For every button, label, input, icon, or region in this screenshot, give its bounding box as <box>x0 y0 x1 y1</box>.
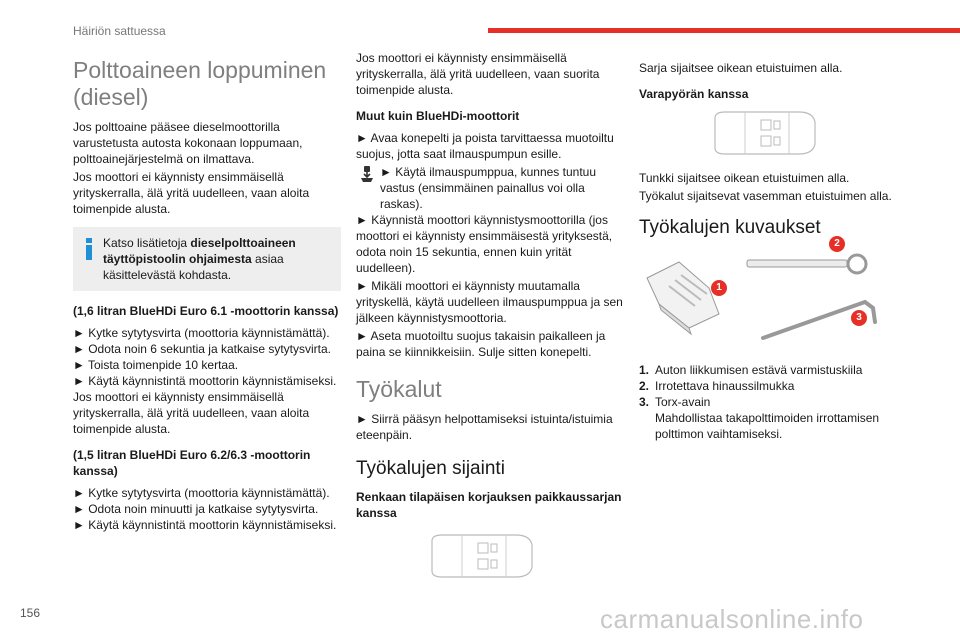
hand-pump-icon <box>358 165 376 183</box>
tools-location-text: Työkalut sijaitsevat vasemman etuistuimen alla. <box>639 189 892 203</box>
column-3 <box>639 50 909 442</box>
heading-tools: Työkalut <box>356 376 442 402</box>
list-item: 2. Irrotettava hinaussilmukka <box>639 379 795 393</box>
header-accent-bar <box>488 28 960 33</box>
step: ► Odota noin 6 sekuntia ja katkaise sytytysvirta. <box>73 342 331 356</box>
car-topview-kit <box>426 531 624 585</box>
heading-tool-descriptions: Työkalujen kuvaukset <box>639 217 821 238</box>
step-list-15 <box>73 485 341 533</box>
info-box <box>73 227 341 291</box>
list-item-note: Mahdollistaa takapolttimoiden irrottamisen polttimon vaihtamiseksi. <box>655 411 880 441</box>
car-topview-spare <box>709 108 909 162</box>
note: Jos moottori ei käynnisty ensimmäisellä yrityskerralla, älä yritä uudelleen, vaan aloita toimenpide alusta. <box>73 390 310 436</box>
callout-3: 3 <box>851 310 867 326</box>
info-text: Katso lisätietoja dieselpolttoaineen täyttöpistoolin ohjaimesta asiaa käsittelevästä kohdasta. <box>103 236 296 282</box>
towing-eye-icon <box>747 255 866 273</box>
step: ► Avaa konepelti ja poista tarvittaessa muotoiltu suojus, jotta saat ilmauspumpun esille. <box>356 131 614 161</box>
column-2 <box>356 50 624 585</box>
tools-drawing <box>639 248 889 348</box>
watermark: carmanualsonline.info <box>600 604 864 634</box>
pump-step: ► Käytä ilmauspumppua, kunnes tuntuu vastus (ensimmäinen painallus voi olla raskas). <box>356 164 624 212</box>
step: ► Käytä käynnistintä moottorin käynnistämiseksi. <box>73 374 337 388</box>
retry-paragraph: Jos moottori ei käynnisty ensimmäisellä yrityskerralla, älä yritä uudelleen, vaan suorita toimenpide alusta. <box>356 51 600 97</box>
running-header: Häiriön sattuessa <box>73 24 166 38</box>
car-topview-icon <box>709 108 819 158</box>
step: ► Odota noin minuutti ja katkaise sytytysvirta. <box>73 502 319 516</box>
car-topview-icon <box>426 531 536 581</box>
step: ► Kytke sytytysvirta (moottoria käynnistämättä). <box>73 486 330 500</box>
callout-2: 2 <box>829 236 845 252</box>
column-1 <box>73 50 341 533</box>
page-number: 156 <box>20 606 41 620</box>
step: ► Toista toimenpide 10 kertaa. <box>73 358 239 372</box>
jack-location-text: Tunkki sijaitsee oikean etuistuimen alla. <box>639 171 850 185</box>
kit-location-text: Sarja sijaitsee oikean etuistuimen alla. <box>639 61 843 75</box>
subheading-16-bluehdi: (1,6 litran BlueHDi Euro 6.1 -moottorin kanssa) <box>73 304 339 318</box>
intro-paragraph-2: Jos moottori ei käynnisty ensimmäisellä yrityskerralla, älä yritä uudelleen, vaan aloita toimenpide alusta. <box>73 170 310 216</box>
step: ► Käytä käynnistintä moottorin käynnistämiseksi. <box>73 518 337 532</box>
subheading-spare-wheel: Varapyörän kanssa <box>639 87 749 101</box>
tools-paragraph: ► Siirrä pääsyn helpottamiseksi istuinta/istuimia eteenpäin. <box>356 412 613 442</box>
step: ► Mikäli moottori ei käynnisty muutamalla yrityskellä, käytä uudelleen ilmauspumppua ja sen jälkeen käynnistysmoottoria. <box>356 279 623 325</box>
wheel-chock-icon <box>647 262 719 334</box>
intro-paragraph: Jos polttoaine pääsee dieselmoottorilla varustetusta autosta kokonaan loppumaan, polttoainejärjestelmä on ilmattava. <box>73 120 303 166</box>
subheading-repair-kit: Renkaan tilapäisen korjauksen paikkaussarjan kanssa <box>356 490 622 520</box>
heading-fuel-running-out: Polttoaineen loppuminen (diesel) <box>73 57 327 110</box>
subheading-non-bluehdi: Muut kuin BlueHDi-moottorit <box>356 109 520 123</box>
step-list-16 <box>73 325 341 437</box>
tool-list <box>639 362 909 442</box>
heading-tools-location: Työkalujen sijainti <box>356 458 505 479</box>
list-item: 1. Auton liikkumisen estävä varmistuskiila <box>639 363 863 377</box>
subheading-15-bluehdi: (1,5 litran BlueHDi Euro 6.2/6.3 -moottorin kanssa) <box>73 448 311 478</box>
info-icon <box>85 238 93 260</box>
step: ► Käynnistä moottori käynnistysmoottorilla (jos moottori ei käynnisty ensimmäisestä yrityksestä, odota noin 15 sekuntia, ennen kuin yrität uudelleen). <box>356 213 613 275</box>
callout-1: 1 <box>711 280 727 296</box>
step: ► Aseta muotoiltu suojus takaisin paikalleen ja paina se kiinnikkeisiin. Sulje sitten konepelti. <box>356 329 606 359</box>
list-item: 3. Torx-avain <box>639 395 711 409</box>
step: ► Kytke sytytysvirta (moottoria käynnistämättä). <box>73 326 330 340</box>
tools-illustration <box>639 238 909 348</box>
